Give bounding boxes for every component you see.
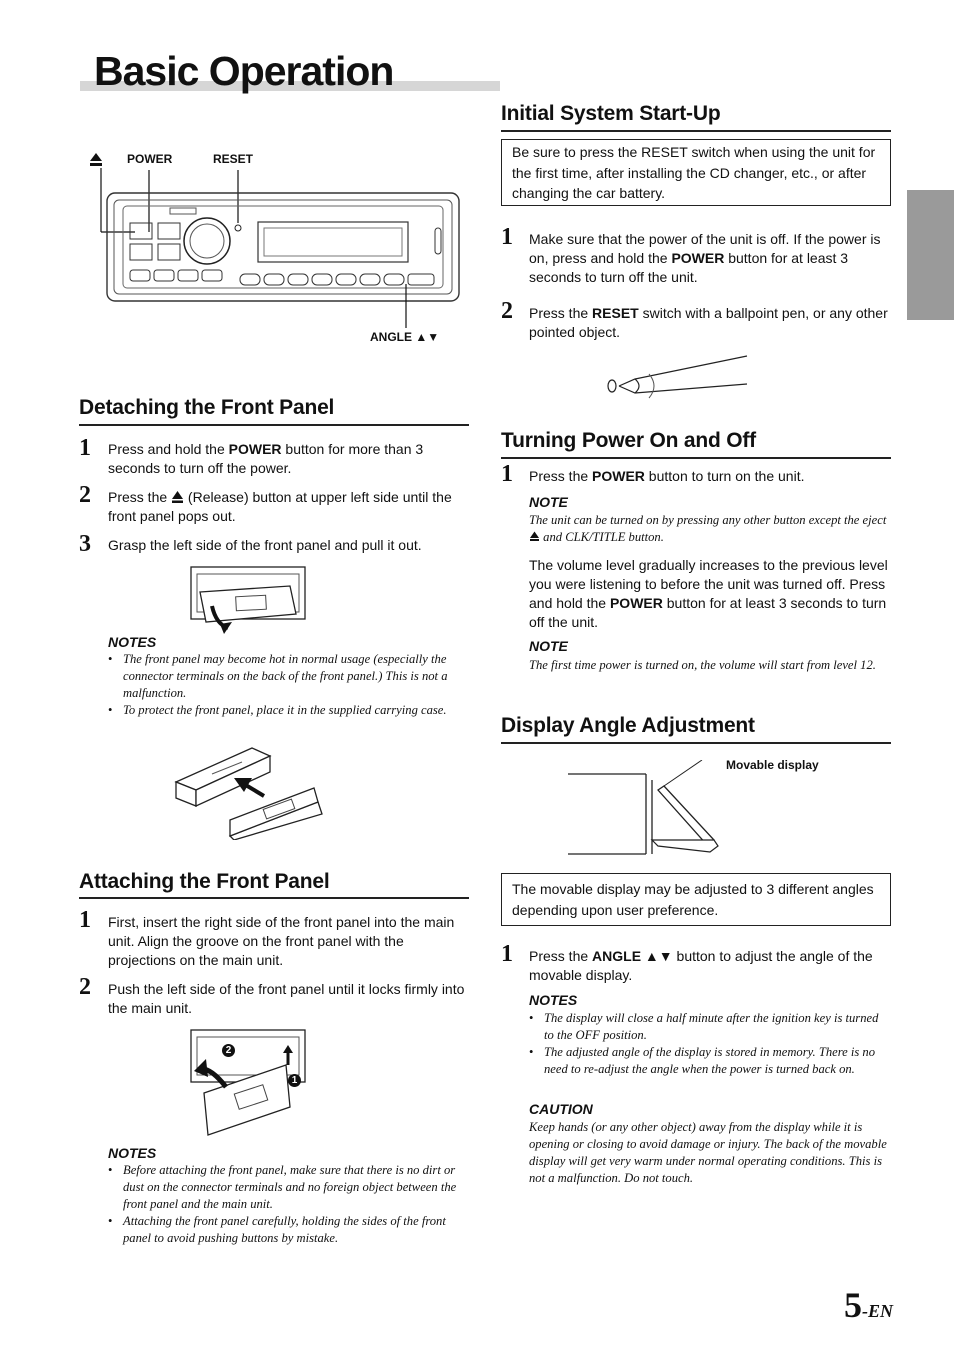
page-title: Basic Operation: [94, 48, 394, 94]
attach-panel-illustration: [190, 1029, 308, 1139]
angle-info-box: The movable display may be adjusted to 3 different angles depending upon user preference.: [501, 873, 891, 926]
detach-step-1-number: 1: [79, 435, 91, 461]
carrying-case-illustration: [172, 744, 327, 840]
attaching-rule: [79, 897, 469, 899]
page-number: 5-EN: [844, 1285, 893, 1325]
attaching-heading: Attaching the Front Panel: [79, 870, 330, 893]
power-label: POWER: [127, 152, 173, 166]
detach-step-3: Grasp the left side of the front panel and pull it out.: [108, 537, 422, 553]
startup-step-2: Press the RESET switch with a ballpoint pen, or any other pointed object.: [529, 305, 888, 340]
section-tab: [907, 190, 954, 320]
eject-icon: [529, 531, 540, 542]
attach-notes-heading: NOTES: [108, 1145, 157, 1161]
angle-rule: [501, 742, 891, 744]
detaching-heading: Detaching the Front Panel: [79, 396, 335, 419]
startup-info-box: Be sure to press the RESET switch when using the unit for the first time, after installing the CD changer, etc., or after changing the car battery.: [501, 139, 891, 206]
eject-icon: [171, 490, 184, 504]
detach-step-3-number: 3: [79, 531, 91, 557]
startup-step-1: Make sure that the power of the unit is off. If the power is on, press and hold the POWER button for at least 3 seconds to turn off the unit.: [529, 231, 881, 285]
circled-1-marker: 1: [288, 1074, 301, 1087]
startup-step-2-number: 2: [501, 298, 513, 324]
angle-notes-list: [529, 1010, 891, 1078]
movable-display-diagram: [566, 760, 726, 860]
detach-step-2-number: 2: [79, 482, 91, 508]
movable-display-label: Movable display: [726, 758, 819, 772]
power-step-1: Press the POWER button to turn on the unit.: [529, 468, 805, 484]
angle-step-1: Press the ANGLE ▲▼ button to adjust the angle of the movable display.: [529, 948, 873, 983]
power-note2-heading: NOTE: [529, 638, 568, 654]
power-note-2: The first time power is turned on, the volume will start from level 12.: [529, 658, 876, 672]
detach-step-2: Press the (Release) button at upper left side until the front panel pops out.: [108, 489, 452, 524]
caution-text: Keep hands (or any other object) away from the display while it is opening or closing to avoid damage or injury. The back of the movable display will get very warm under normal operating conditions. This is not a malfunction. Do not touch.: [529, 1120, 887, 1185]
angle-label: ANGLE ▲▼: [370, 330, 440, 344]
reset-label: RESET: [213, 152, 254, 166]
attach-note-1: • Before attaching the front panel, make sure that there is no dirt or dust on the connector terminals and no foreign object between the front panel and the main unit.: [108, 1162, 472, 1213]
angle-heading: Display Angle Adjustment: [501, 714, 755, 737]
ballpoint-pen-illustration: [605, 352, 753, 402]
startup-rule: [501, 130, 891, 132]
power-volume-text: The volume level gradually increases to the previous level you were listening to before the unit was turned off. Press and hold the POWER button for at least 3 seconds to turn off the unit.: [529, 557, 888, 630]
detach-panel-illustration: [190, 566, 308, 636]
angle-notes-heading: NOTES: [529, 992, 578, 1008]
attach-step-1-number: 1: [79, 907, 91, 933]
circled-2-marker: 2: [222, 1044, 235, 1057]
angle-note-1: • The display will close a half minute after the ignition key is turned to the OFF position.: [529, 1010, 891, 1044]
attach-step-2: Push the left side of the front panel until it locks firmly into the main unit.: [108, 981, 465, 1016]
eject-icon: [90, 153, 102, 166]
detach-notes-heading: NOTES: [108, 634, 157, 650]
attach-step-2-number: 2: [79, 974, 91, 1000]
startup-step-1-number: 1: [501, 224, 513, 250]
power-heading: Turning Power On and Off: [501, 429, 756, 452]
detach-note-2: • To protect the front panel, place it in the supplied carrying case.: [108, 702, 472, 719]
attach-notes-list: [108, 1162, 472, 1247]
detach-notes-list: [108, 651, 472, 719]
caution-heading: CAUTION: [529, 1101, 593, 1117]
power-step-1-number: 1: [501, 461, 513, 487]
angle-step-1-number: 1: [501, 941, 513, 967]
attach-note-2: • Attaching the front panel carefully, holding the sides of the front panel to avoid pushing buttons by mistake.: [108, 1213, 472, 1247]
angle-note-2: • The adjusted angle of the display is stored in memory. There is no need to re-adjust the angle when the power is turned back on.: [529, 1044, 891, 1078]
detach-note-1: • The front panel may become hot in normal usage (especially the connector terminals on the back of the front panel.) This is not a malfunction.: [108, 651, 472, 702]
attach-step-1: First, insert the right side of the front panel into the main unit. Align the groove on the front panel with the projections on the main unit.: [108, 914, 455, 968]
power-rule: [501, 457, 891, 459]
detach-step-1: Press and hold the POWER button for more than 3 seconds to turn off the power.: [108, 441, 424, 476]
power-note1-heading: NOTE: [529, 494, 568, 510]
power-note-1: The unit can be turned on by pressing any other button except the eject and CLK/TITLE button.: [529, 513, 887, 544]
head-unit-diagram: [90, 148, 470, 328]
detaching-rule: [79, 424, 469, 426]
startup-heading: Initial System Start-Up: [501, 102, 721, 125]
